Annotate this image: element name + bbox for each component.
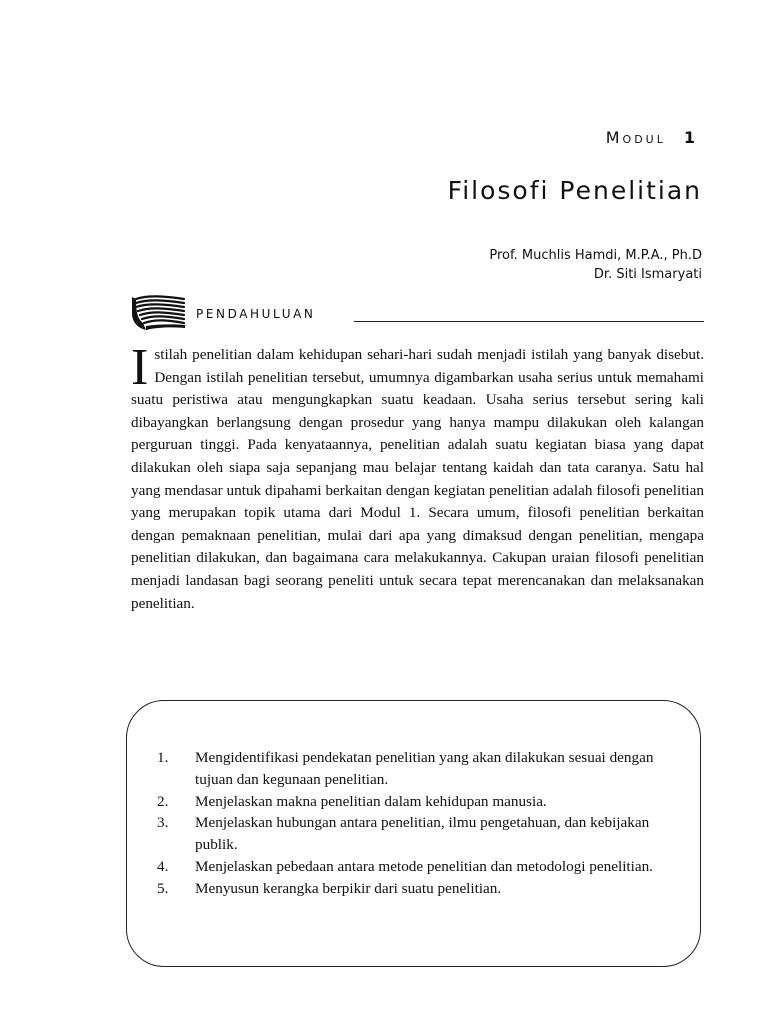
objective-number: 1.: [157, 749, 169, 766]
module-number: 1: [683, 128, 698, 147]
objective-number: 5.: [157, 879, 169, 897]
objective-text: Menjelaskan hubungan antara penelitian, ilmu pengetahuan, dan kebijakan publik.: [195, 814, 650, 854]
objective-item: [157, 747, 677, 791]
objective-text: Mengidentifikasi pendekatan penelitian yang akan dilakukan sesuai dengan tujuan dan kegunaan penelitian.: [195, 749, 654, 788]
intro-paragraph: [131, 339, 704, 615]
objective-text: Menyusun kerangka berpikir dari suatu penelitian.: [195, 879, 502, 897]
objectives-box: [126, 700, 701, 967]
section-title: PENDAHULUAN: [196, 307, 316, 321]
section-rule: [354, 321, 704, 322]
intro-text: stilah penelitian dalam kehidupan sehari-hari sudah menjadi istilah yang banyak disebut. Dengan istilah penelitian tersebut, umumnya digambarkan usaha serius untuk memahami suatu peristiwa atau mengungkapkan suatu keadaan. Usaha serius tersebut sering kali dibayangkan berlangsung dengan prosedur yang hanya mampu dilakukan oleh kalangan perguruan tinggi. Pada kenyataannya, penelitian adalah suatu kegiatan biasa yang dapat dilakukan oleh siapa saja sepanjang mau belajar tentang kaidah dan tata caranya. Satu hal yang mendasar untuk dipahami berkaitan dengan kegiatan penelitian adalah filosofi penelitian yang merupakan topik utama dari Modul 1. Secara umum, filosofi penelitian berkaitan dengan pemaknaan penelitian, mulai dari apa yang dimaksud dengan penelitian, mengapa penelitian dilakukan, dan bagaimana cara melakukannya. Cakupan uraian filosofi penelitian menjadi landasan bagi seorang peneliti untuk secara tepat merencanakan dan melaksanakan penelitian.: [131, 346, 704, 612]
objective-number: 3.: [157, 814, 169, 832]
objective-number: 2.: [157, 792, 169, 810]
book-icon: [130, 293, 186, 333]
author-2: Dr. Siti Ismaryati: [593, 267, 702, 282]
module-label-text: Modul: [605, 128, 666, 147]
author-1: Prof. Muchlis Hamdi, M.P.A., Ph.D: [489, 248, 702, 263]
objective-number: 4.: [157, 857, 169, 875]
objective-text: Menjelaskan pebedaan antara metode penelitian dan metodologi penelitian.: [195, 857, 653, 875]
module-label: [606, 128, 698, 147]
objectives-list: [157, 747, 677, 900]
objective-item: [157, 791, 677, 813]
drop-cap: I: [131, 339, 149, 396]
section-header: [130, 293, 704, 333]
authors: [489, 246, 702, 284]
objective-item: [157, 856, 677, 878]
objective-text: Menjelaskan makna penelitian dalam kehidupan manusia.: [195, 792, 547, 810]
objective-item: [157, 812, 677, 856]
page-title: Filosofi Penelitian: [447, 176, 702, 205]
objective-item: [157, 878, 677, 900]
